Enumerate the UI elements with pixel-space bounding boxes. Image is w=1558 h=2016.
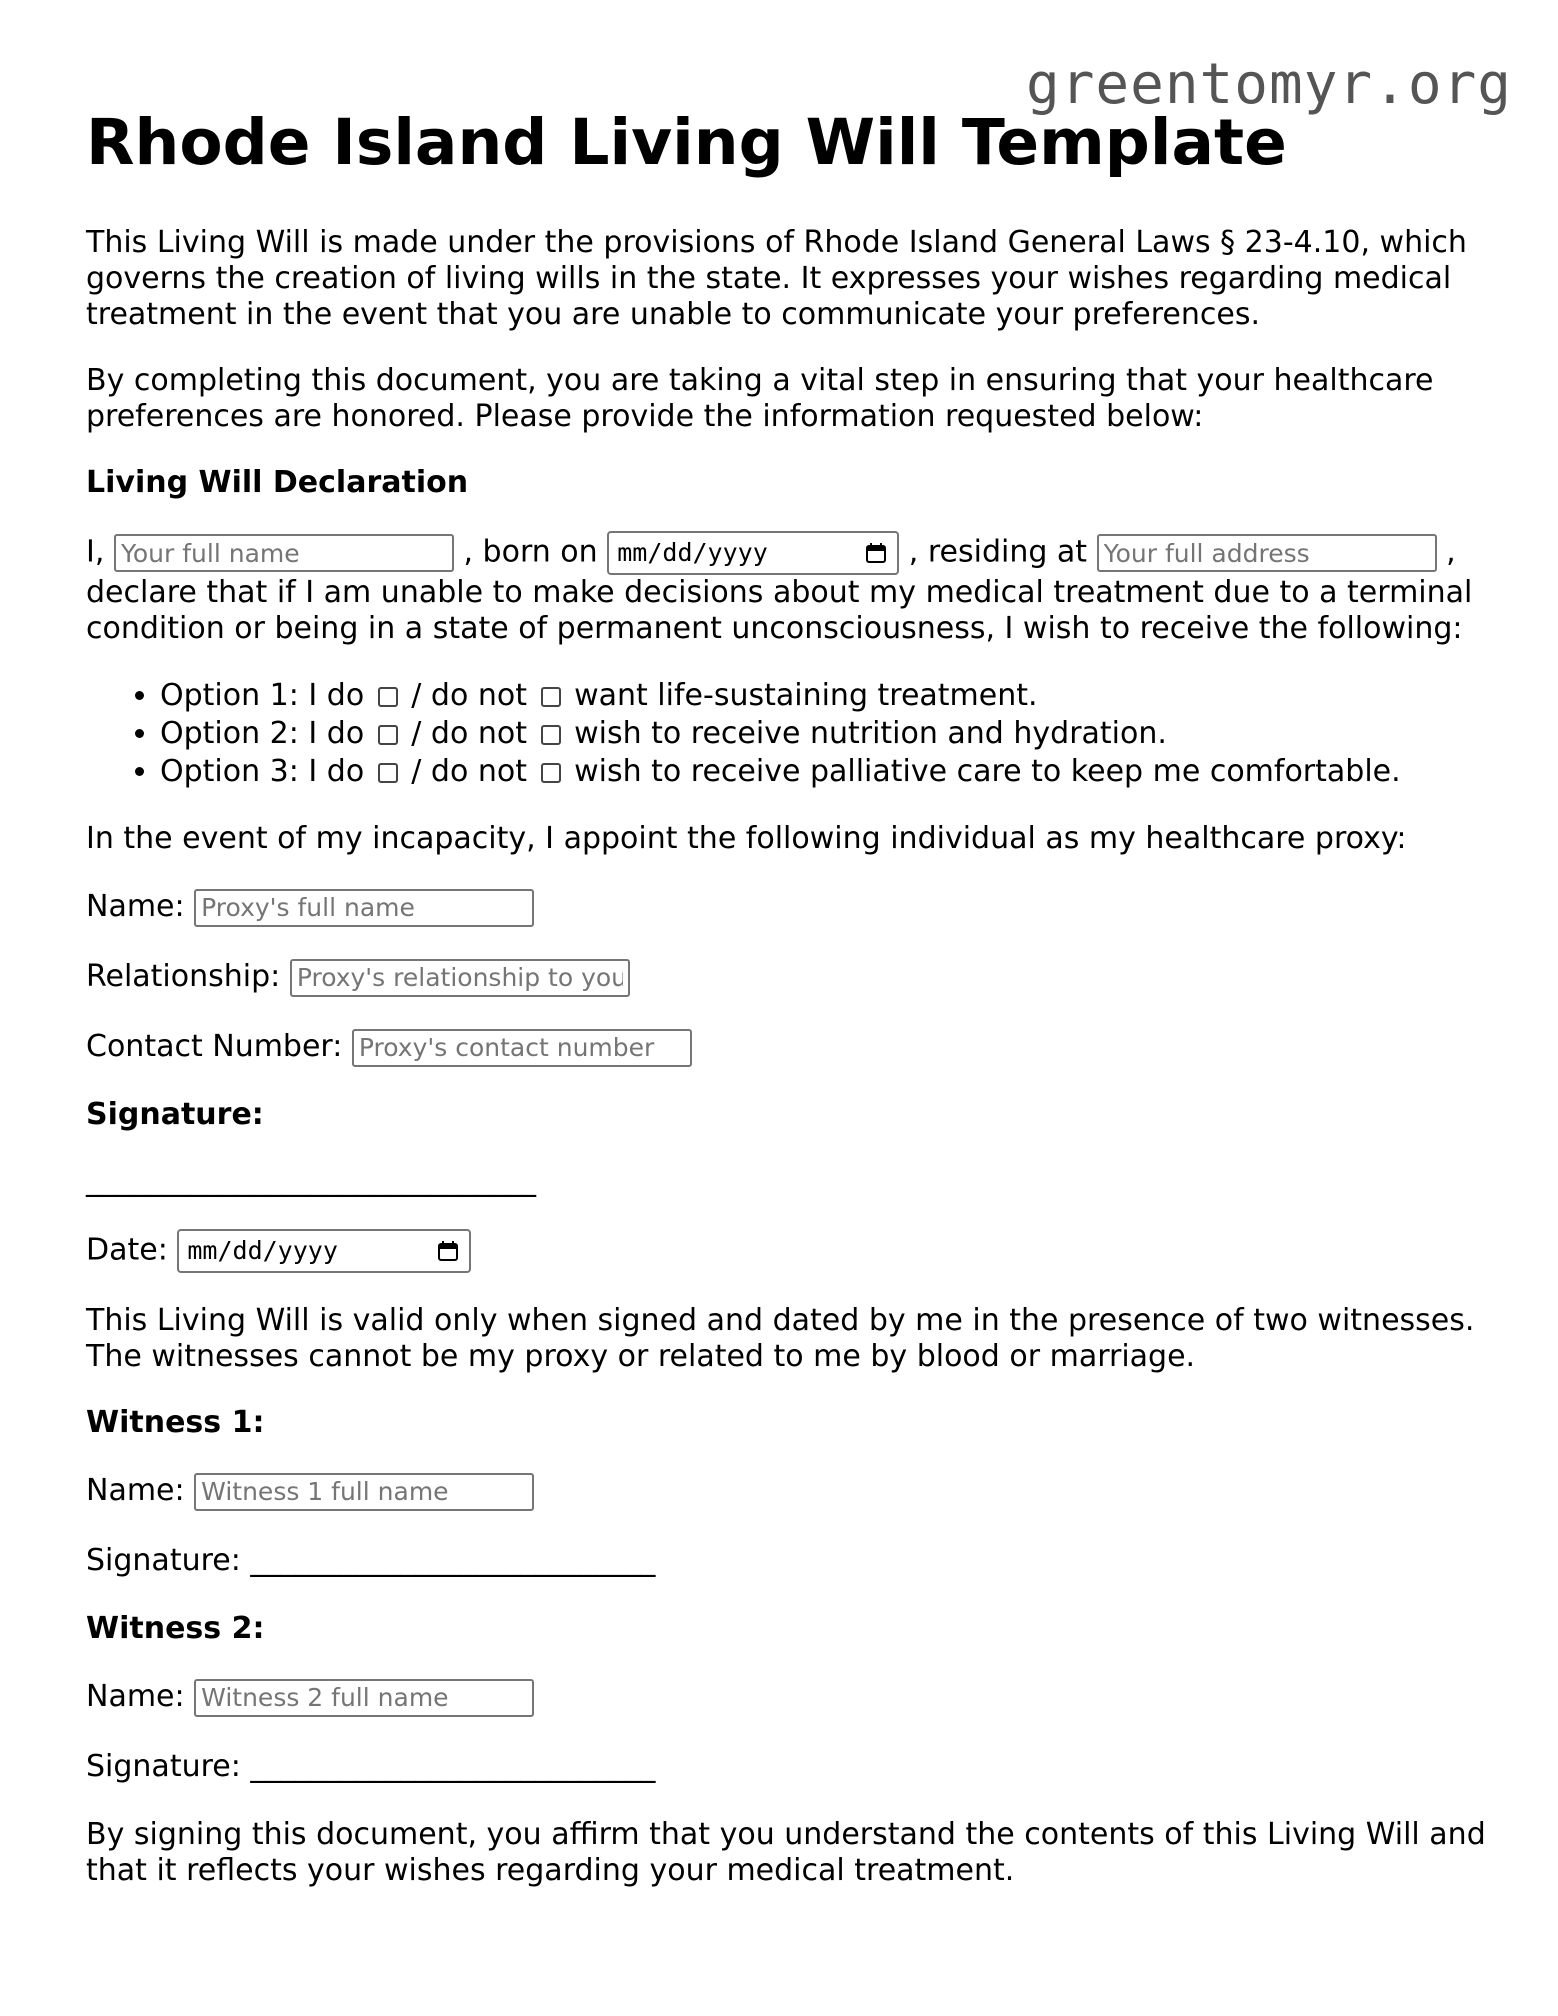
- witness-1-name-input[interactable]: [194, 1473, 534, 1511]
- witness-1-name-row: [86, 1471, 1486, 1511]
- option-3-do-not-checkbox[interactable]: [541, 763, 561, 783]
- full-name-input[interactable]: [114, 534, 454, 572]
- calendar-icon[interactable]: [437, 1240, 459, 1262]
- signature-line: ______________________________: [86, 1163, 536, 1199]
- birth-date-placeholder: mm/dd/yyyy: [617, 538, 768, 568]
- residing-at-label: , residing at: [908, 534, 1088, 570]
- option-3-mid: / do not: [411, 754, 527, 790]
- calendar-icon[interactable]: [865, 542, 887, 564]
- intro-paragraph-1: This Living Will is made under the provisions of Rhode Island General Laws § 23-4.10, which governs the creation of living wills in the state. It expresses your wishes regarding medical treatment in the event that you are unable to communicate your preferences.: [86, 225, 1467, 333]
- option-1-do-checkbox[interactable]: [378, 687, 398, 707]
- proxy-relationship-label: Relationship:: [86, 959, 281, 995]
- option-2-prefix: Option 2: I do: [160, 716, 365, 752]
- option-2-mid: / do not: [411, 716, 527, 752]
- site-watermark: greentomyr.org: [1025, 52, 1512, 117]
- witness-2-name-input[interactable]: [194, 1679, 534, 1717]
- signature-date-row: [86, 1229, 1486, 1273]
- witness-1-signature-row: [86, 1541, 1486, 1581]
- proxy-contact-row: [86, 1027, 1486, 1067]
- option-2-do-checkbox[interactable]: [378, 725, 398, 745]
- option-1-do-not-checkbox[interactable]: [541, 687, 561, 707]
- proxy-name-label: Name:: [86, 889, 185, 925]
- validity-paragraph: This Living Will is valid only when signed and dated by me in the presence of two witnesses. The witnesses cannot be my proxy or related to me by blood or marriage.: [86, 1303, 1475, 1375]
- document-page: [86, 108, 1486, 1919]
- option-1-prefix: Option 1: I do: [160, 678, 365, 714]
- declaration-comma: ,: [1446, 534, 1456, 570]
- declaration-text: declare that if I am unable to make decisions about my medical treatment due to a terminal condition or being in a state of permanent unconsciousness, I wish to receive the following:: [86, 575, 1473, 647]
- option-item: [160, 677, 1486, 715]
- option-1-mid: / do not: [411, 678, 527, 714]
- proxy-relationship-row: [86, 957, 1486, 997]
- address-input[interactable]: [1097, 534, 1437, 572]
- proxy-relationship-input[interactable]: [290, 959, 630, 997]
- witness-2-signature-label: Signature:: [86, 1749, 241, 1785]
- proxy-contact-label: Contact Number:: [86, 1029, 343, 1065]
- intro-paragraph-2: By completing this document, you are taking a vital step in ensuring that your healthcare preferences are honored. Please provide the information requested below:: [86, 363, 1434, 435]
- witness-2-heading: Witness 2:: [86, 1611, 265, 1647]
- closing-paragraph: By signing this document, you affirm that you understand the contents of this Living Will and that it reflects your wishes regarding your medical treatment.: [86, 1817, 1486, 1889]
- option-2-suffix: wish to receive nutrition and hydration.: [574, 716, 1167, 752]
- proxy-intro: In the event of my incapacity, I appoint the following individual as my healthcare proxy:: [86, 821, 1407, 857]
- witness-2-name-label: Name:: [86, 1679, 185, 1715]
- witness-2-signature-line: ___________________________: [250, 1749, 656, 1785]
- signature-heading: Signature:: [86, 1097, 264, 1133]
- option-item: [160, 715, 1486, 753]
- option-item: [160, 753, 1486, 791]
- option-3-suffix: wish to receive palliative care to keep me comfortable.: [574, 754, 1401, 790]
- signature-date-input[interactable]: [177, 1229, 471, 1273]
- witness-2-signature-row: [86, 1747, 1486, 1787]
- options-list: [86, 677, 1486, 791]
- declaration-heading: Living Will Declaration: [86, 465, 469, 501]
- proxy-name-row: [86, 887, 1486, 927]
- witness-1-name-label: Name:: [86, 1473, 185, 1509]
- witness-1-heading: Witness 1:: [86, 1405, 265, 1441]
- option-3-prefix: Option 3: I do: [160, 754, 365, 790]
- option-1-suffix: want life-sustaining treatment.: [574, 678, 1038, 714]
- declaration-i-label: I,: [86, 534, 105, 570]
- signature-date-placeholder: mm/dd/yyyy: [187, 1236, 338, 1266]
- witness-2-name-row: [86, 1677, 1486, 1717]
- page-title: Rhode Island Living Will Template: [86, 106, 1287, 179]
- proxy-name-input[interactable]: [194, 889, 534, 927]
- option-2-do-not-checkbox[interactable]: [541, 725, 561, 745]
- proxy-contact-input[interactable]: [352, 1029, 692, 1067]
- signature-date-label: Date:: [86, 1232, 168, 1268]
- witness-1-signature-line: ___________________________: [250, 1543, 656, 1579]
- option-3-do-checkbox[interactable]: [378, 763, 398, 783]
- declaration-paragraph: [86, 531, 1486, 647]
- birth-date-input[interactable]: [607, 531, 899, 575]
- born-on-label: , born on: [463, 534, 598, 570]
- witness-1-signature-label: Signature:: [86, 1543, 241, 1579]
